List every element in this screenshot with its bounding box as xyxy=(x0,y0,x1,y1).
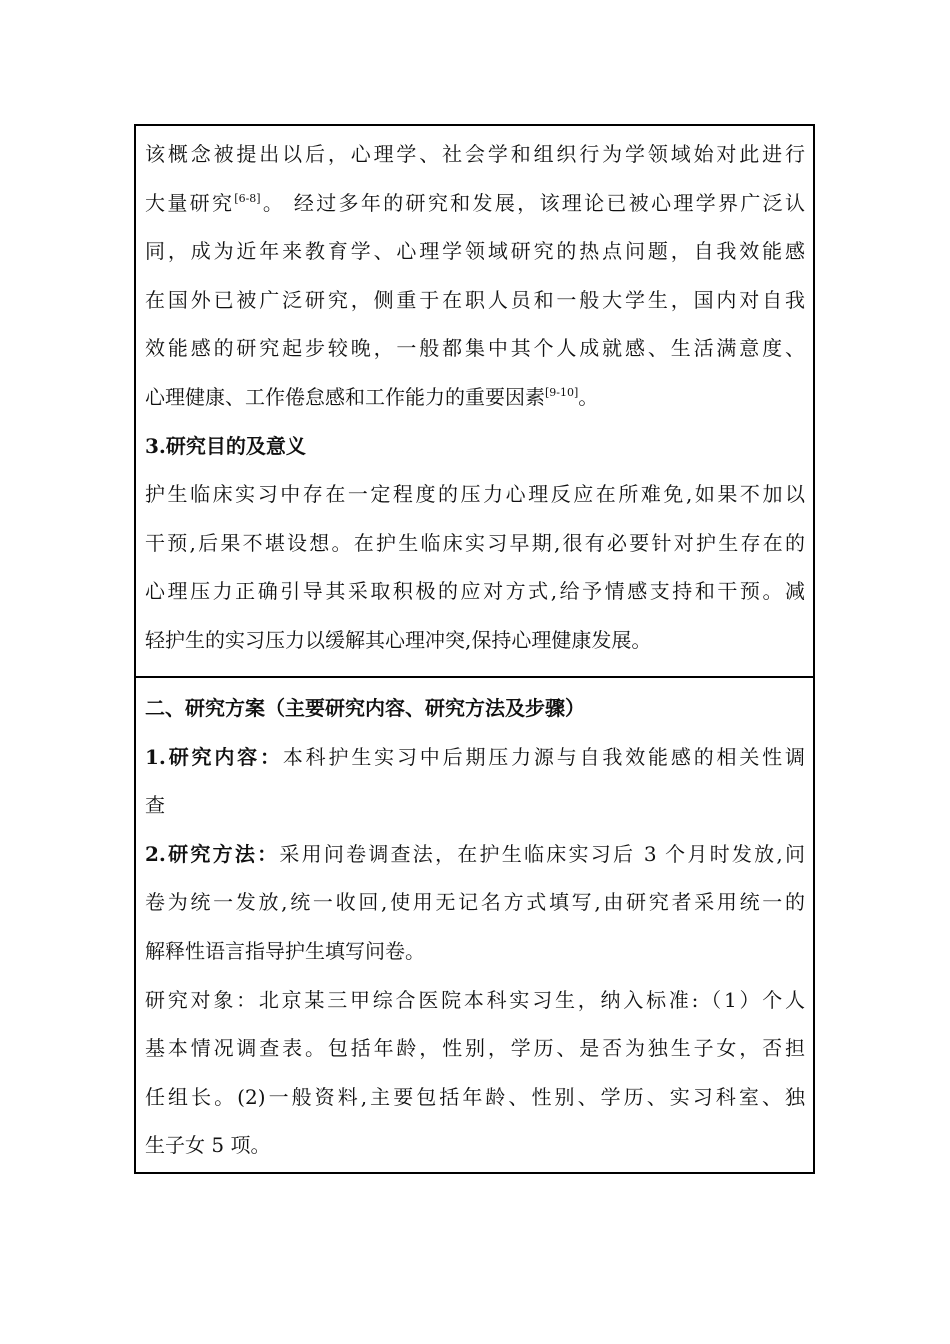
table-divider xyxy=(136,676,813,678)
background-cell xyxy=(145,130,805,665)
text-line: 卷为统一发放,统一收回,使用无记名方式填写,由研究者采用统一的 xyxy=(145,890,805,915)
text-line: 解释性语言指导护生填写问卷。 xyxy=(145,938,425,963)
text-line: 基本情况调查表。包括年龄，性别，学历、是否为独生子女，否担 xyxy=(145,1036,805,1061)
text-fragment: 采用问卷调查法，在护生临床实习后 3 个月时发放,问 xyxy=(279,841,805,866)
text-line: 生子女 5 项。 xyxy=(145,1133,271,1158)
text-line: 同，成为近年来教育学、心理学领域研究的热点问题，自我效能感 xyxy=(145,239,805,264)
text-line: 研究对象：北京某三甲综合医院本科实习生，纳入标准:（1）个人 xyxy=(145,987,805,1012)
text-line xyxy=(145,373,805,422)
form-table xyxy=(134,124,815,1174)
text-line: 任组长。(2)一般资料,主要包括年龄、性别、学历、实习科室、独 xyxy=(145,1084,805,1109)
content-label: 1.研究内容： xyxy=(145,744,283,769)
text-line xyxy=(145,733,805,782)
section-heading: 3.研究目的及意义 xyxy=(145,433,306,458)
text-line: 轻护生的实习压力以缓解其心理冲突,保持心理健康发展。 xyxy=(145,627,652,652)
text-fragment: 。 xyxy=(578,384,599,409)
text-line: 查 xyxy=(145,793,165,818)
method-label: 2.研究方法： xyxy=(145,841,280,866)
text-line: 护生临床实习中存在一定程度的压力心理反应在所难免,如果不加以 xyxy=(145,482,805,507)
text-line: 干预,后果不堪设想。在护生临床实习早期,很有必要针对护生存在的 xyxy=(145,530,805,555)
section-heading: 二、研究方案（主要研究内容、研究方法及步骤） xyxy=(145,696,585,720)
text-fragment: 本科护生实习中后期压力源与自我效能感的相关性调 xyxy=(282,744,805,769)
text-line xyxy=(145,830,805,879)
text-line xyxy=(145,179,805,228)
text-line: 效能感的研究起步较晚，一般都集中其个人成就感、生活满意度、 xyxy=(145,336,805,361)
text-line: 在国外已被广泛研究，侧重于在职人员和一般大学生，国内对自我 xyxy=(145,287,805,312)
text-fragment: 心理健康、工作倦怠感和工作能力的重要因素 xyxy=(145,384,545,409)
citation: [6-8] xyxy=(234,191,261,205)
research-plan-cell xyxy=(145,684,805,1170)
text-fragment: 大量研究 xyxy=(145,190,235,215)
text-fragment: 。 经过多年的研究和发展，该理论已被心理学界广泛认 xyxy=(260,190,805,215)
text-line: 该概念被提出以后，心理学、社会学和组织行为学领域始对此进行 xyxy=(145,142,805,166)
citation: [9-10] xyxy=(545,385,579,399)
text-line: 心理压力正确引导其采取积极的应对方式,给予情感支持和干预。减 xyxy=(145,579,805,604)
